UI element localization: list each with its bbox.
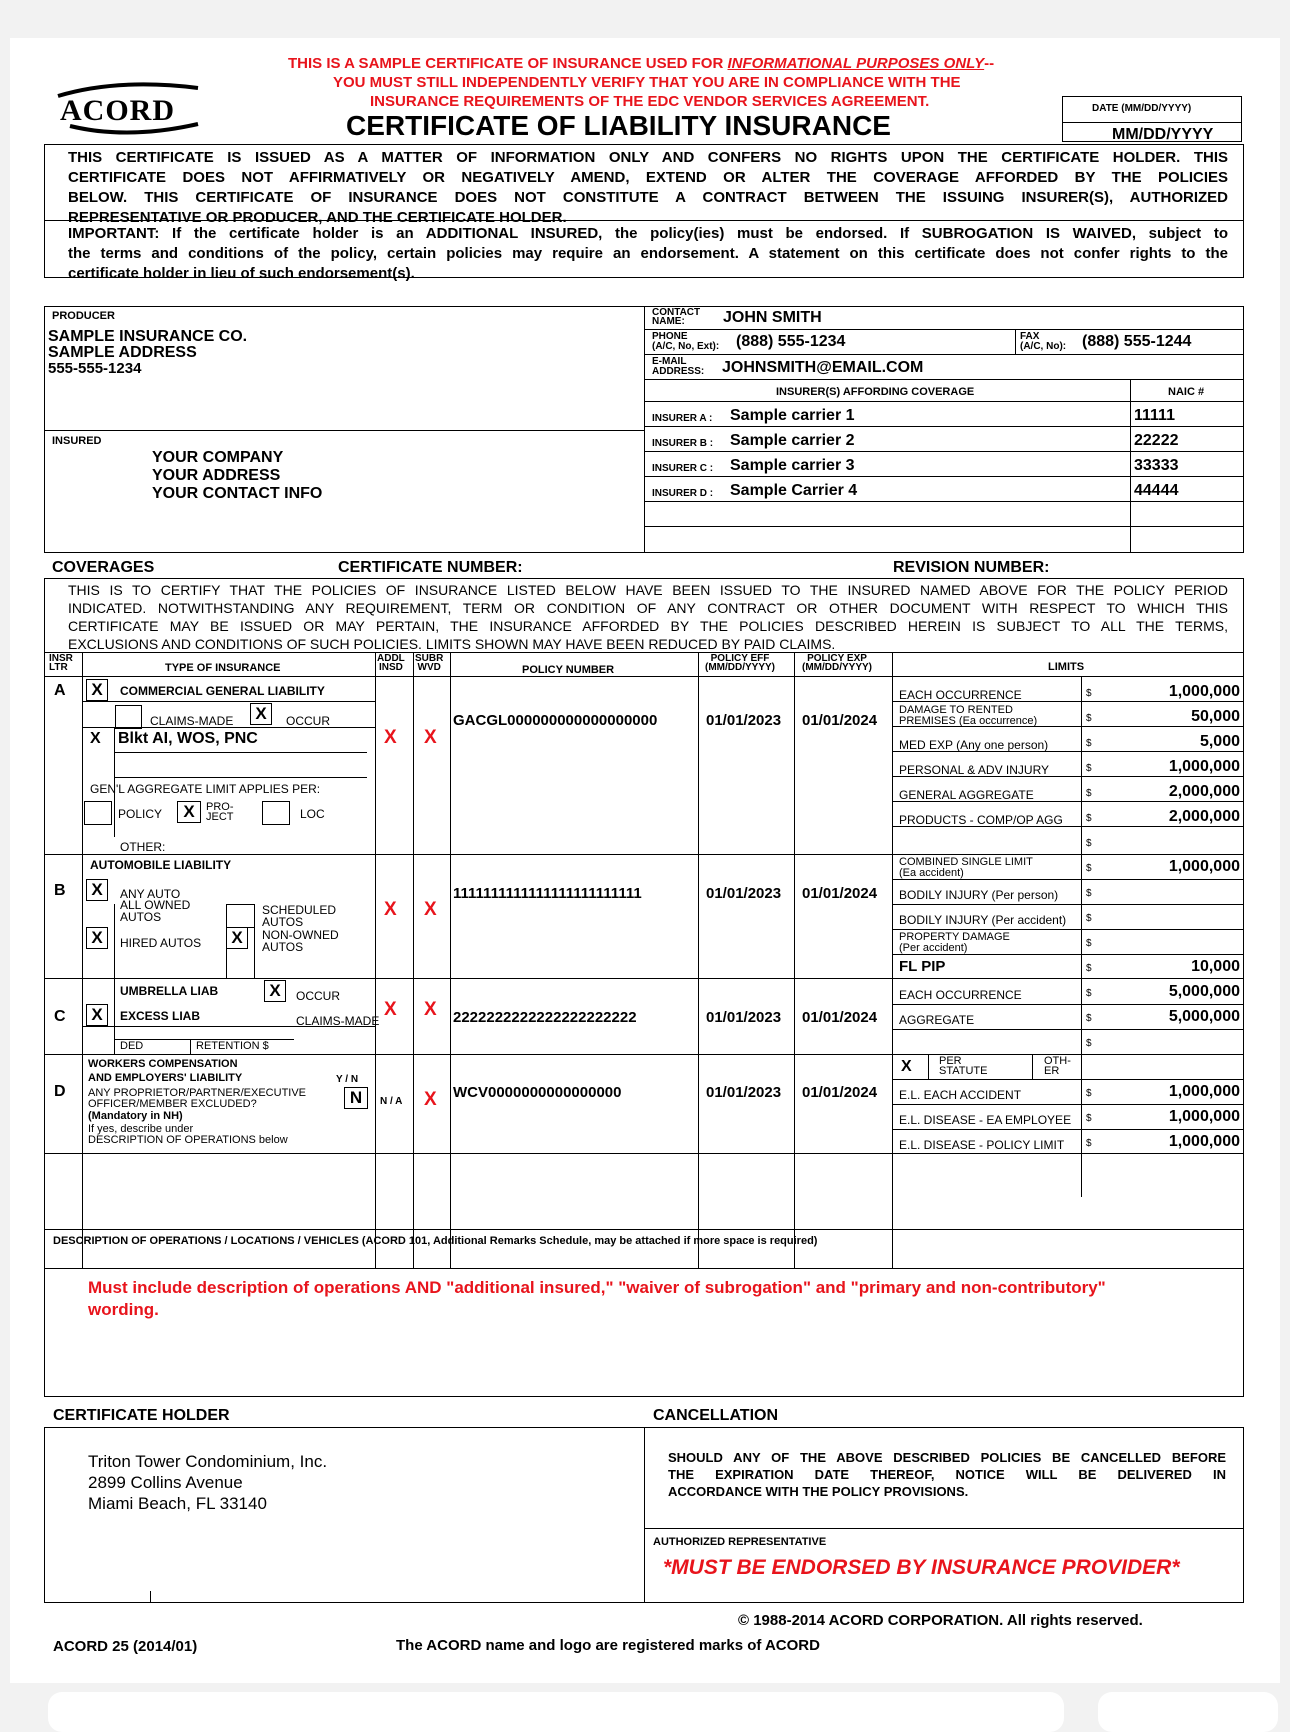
dollar-sign: $ (1086, 988, 1092, 999)
gl-eff-date: 01/01/2023 (706, 712, 782, 729)
date-field[interactable]: MM/DD/YYYY (1112, 126, 1214, 143)
limit-value: 5,000 (1199, 733, 1240, 750)
limit-value: 2,000,000 (1168, 783, 1240, 800)
all-owned-label: ALL OWNED AUTOS (120, 898, 191, 924)
contact-email[interactable]: JOHNSMITH@EMAIL.COM (722, 359, 924, 376)
limit-label: AGGREGATE (899, 1013, 975, 1027)
copyright: © 1988-2014 ACORD CORPORATION. All rights reserved. (738, 1612, 1143, 1629)
dollar-sign: $ (1086, 938, 1092, 949)
limit-label: E.L. EACH ACCIDENT (899, 1088, 1022, 1102)
limit-value: 1,000,000 (1168, 858, 1240, 875)
limit-value: 5,000,000 (1168, 1008, 1240, 1025)
dollar-sign: $ (1086, 1113, 1092, 1124)
insurer-letter: A (54, 682, 66, 699)
auto-exp-date: 01/01/2024 (802, 885, 878, 902)
gl-title: COMMERCIAL GENERAL LIABILITY (120, 684, 325, 698)
umbrella-label: UMBRELLA LIAB (120, 984, 219, 998)
claims-made-label: CLAIMS-MADE (150, 714, 234, 728)
certificate-holder-label: CERTIFICATE HOLDER (53, 1407, 230, 1424)
policy-option-box[interactable] (84, 801, 112, 825)
limit-value: 2,000,000 (1168, 808, 1240, 825)
limit-value: 50,000 (1191, 708, 1240, 725)
dollar-sign: $ (1086, 813, 1092, 824)
insurer-letter: B (54, 882, 66, 899)
auto-policy-number: 1111111111111111111111111 (453, 885, 642, 902)
important-line: IMPORTANT: If the certificate holder is an ADDITIONAL INSURED, the policy(ies) must be endorsed. If SUBROGATION IS WAIVED, subject to (68, 225, 1228, 242)
proprietor-question: ANY PROPRIETOR/PARTNER/EXECUTIVE OFFICER/MEMBER EXCLUDED? (88, 1087, 307, 1110)
limit-label: EACH OCCURRENCE (899, 988, 1022, 1002)
form-number: ACORD 25 (2014/01) (53, 1638, 198, 1655)
insurer-label: INSURER A : (652, 413, 713, 424)
workers-title: WORKERS COMPENSATION AND EMPLOYERS' LIABILITY (88, 1058, 243, 1084)
dollar-sign: $ (1086, 788, 1092, 799)
producer-phone: 555-555-1234 (48, 360, 142, 377)
dollar-sign: $ (1086, 1038, 1092, 1049)
excess-liab-checkbox[interactable]: X (86, 1004, 108, 1026)
insured-contact: YOUR CONTACT INFO (152, 485, 323, 502)
scheduled-autos-checkbox[interactable] (226, 904, 255, 928)
holder-address: 2899 Collins Avenue (88, 1473, 243, 1492)
certificate-number-label: CERTIFICATE NUMBER: (338, 559, 523, 576)
insurer-naic: 11111 (1134, 407, 1175, 424)
subr-wvd-mark: X (424, 899, 437, 920)
coverage-statement-line: INDICATED. NOTWITHSTANDING ANY REQUIREMENT, TERM OR CONDITION OF ANY CONTRACT OR OTHER DOCUMENT WITH RESPECT TO WHICH THIS (68, 600, 1228, 616)
limit-label: BODILY INJURY (Per person) (899, 888, 1059, 902)
dollar-sign: $ (1086, 963, 1092, 974)
other-label: OTHER: (120, 840, 166, 854)
coverage-statement-line: EXCLUSIONS AND CONDITIONS OF SUCH POLICIES. LIMITS SHOWN MAY HAVE BEEN REDUCED BY PAID CLAIMS. (68, 636, 836, 652)
excess-label: EXCESS LIAB (120, 1009, 201, 1023)
date-label: DATE (MM/DD/YYYY) (1092, 103, 1192, 114)
gen-aggregate-label: GEN'L AGGREGATE LIMIT APPLIES PER: (90, 782, 321, 796)
limit-label: BODILY INJURY (Per accident) (899, 913, 1067, 927)
holder-name: Triton Tower Condominium, Inc. (88, 1452, 328, 1471)
cancellation-text: ACCORDANCE WITH THE POLICY PROVISIONS. (668, 1484, 969, 1499)
scheduled-autos-label: SCHEDULED AUTOS (262, 903, 337, 929)
bottom-card (48, 1692, 1064, 1732)
per-statute-checkbox[interactable]: X (901, 1058, 912, 1075)
claims-made-label: CLAIMS-MADE (296, 1014, 380, 1028)
umbrella-policy-number: 2222222222222222222222 (453, 1009, 637, 1026)
retention-label: RETENTION $ (196, 1040, 269, 1052)
producer-label: PRODUCER (52, 310, 115, 322)
important-line: the terms and conditions of the policy, certain policies may require an endorsement. A statement on this certificate does not confer rights to the (68, 245, 1228, 262)
limit-value: 1,000,000 (1168, 1083, 1240, 1100)
phone-label: PHONE (A/C, No, Ext): (652, 331, 720, 352)
dollar-sign: $ (1086, 1088, 1092, 1099)
addl-insd-mark: X (384, 899, 397, 920)
policy-eff-header: POLICY EFF (MM/DD/YYYY) (705, 653, 775, 673)
insurer-name: Sample carrier 3 (730, 457, 855, 474)
gl-exp-date: 01/01/2024 (802, 712, 878, 729)
authorized-rep-signature[interactable]: *MUST BE ENDORSED BY INSURANCE PROVIDER* (663, 1556, 1180, 1579)
producer-address: SAMPLE ADDRESS (48, 344, 197, 361)
any-auto-checkbox[interactable]: X (86, 879, 108, 901)
addl-insd-mark: X (384, 999, 397, 1020)
occur-label: OCCUR (286, 714, 330, 728)
insurers-header: INSURER(S) AFFORDING COVERAGE (776, 386, 975, 398)
fax-label: FAX (A/C, No): (1020, 331, 1067, 352)
hired-autos-checkbox[interactable]: X (86, 927, 108, 949)
limit-value: 1,000,000 (1168, 758, 1240, 775)
limit-value: 10,000 (1191, 958, 1240, 975)
insurer-name: Sample carrier 1 (730, 407, 855, 424)
description-label: DESCRIPTION OF OPERATIONS / LOCATIONS / VEHICLES (ACORD 101, Additional Remarks Schedule, may be attached if more space is required) (53, 1235, 818, 1247)
limit-value: 1,000,000 (1168, 1133, 1240, 1150)
description-text: Must include description of operations AND "additional insured," "waiver of subrogation" and "primary and non-contributory" (88, 1278, 1106, 1297)
limit-label: EACH OCCURRENCE (899, 688, 1022, 702)
dollar-sign: $ (1086, 838, 1092, 849)
sample-notice-line-3: INSURANCE REQUIREMENTS OF THE EDC VENDOR SERVICES AGREEMENT. (370, 93, 930, 110)
limit-label: GENERAL AGGREGATE (899, 788, 1034, 802)
authorized-rep-label: AUTHORIZED REPRESENTATIVE (653, 1536, 827, 1548)
important-line: certificate holder in lieu of such endorsement(s). (68, 265, 415, 282)
producer-name: SAMPLE INSURANCE CO. (48, 328, 248, 345)
limit-label: PRODUCTS - COMP/OP AGG (899, 813, 1063, 827)
occur-checkbox[interactable]: X (264, 980, 286, 1002)
subr-wvd-mark: X (424, 727, 437, 748)
holder-city: Miami Beach, FL 33140 (88, 1494, 267, 1513)
svg-text:ACORD: ACORD (60, 94, 175, 127)
dollar-sign: $ (1086, 863, 1092, 874)
insured-name: YOUR COMPANY (152, 449, 284, 466)
auto-title: AUTOMOBILE LIABILITY (90, 858, 232, 872)
dollar-sign: $ (1086, 738, 1092, 749)
dollar-sign: $ (1086, 1138, 1092, 1149)
cancellation-label: CANCELLATION (653, 1407, 779, 1424)
loc-checkbox[interactable] (262, 801, 290, 825)
insurer-letter: D (54, 1083, 66, 1100)
limit-label: E.L. DISEASE - EA EMPLOYEE (899, 1113, 1072, 1127)
insurer-naic: 44444 (1134, 482, 1179, 499)
insured-address: YOUR ADDRESS (152, 467, 281, 484)
contact-fax[interactable]: (888) 555-1244 (1082, 333, 1192, 350)
sample-notice-line-1: THIS IS A SAMPLE CERTIFICATE OF INSURANCE USED FOR INFORMATIONAL PURPOSES ONLY-- (288, 55, 995, 72)
limit-label: PROPERTY DAMAGE (Per accident) (899, 931, 1010, 954)
yn-label: Y / N (336, 1074, 359, 1085)
hired-autos-label: HIRED AUTOS (120, 936, 202, 950)
insured-label: INSURED (52, 435, 102, 447)
insurer-name: Sample Carrier 4 (730, 482, 858, 499)
form-title: CERTIFICATE OF LIABILITY INSURANCE (346, 110, 891, 141)
subr-wvd-mark: X (424, 999, 437, 1020)
insurer-label: INSURER D : (652, 488, 714, 499)
description-text: wording. (88, 1300, 159, 1319)
contact-phone[interactable]: (888) 555-1234 (736, 333, 846, 350)
workers-exp-date: 01/01/2024 (802, 1084, 878, 1101)
cancellation-text: THE EXPIRATION DATE THEREOF, NOTICE WILL BE DELIVERED IN (668, 1467, 1226, 1482)
coverages-label: COVERAGES (52, 559, 155, 576)
excluded-answer[interactable]: N (344, 1087, 368, 1109)
any-auto-label: ANY AUTO (120, 887, 181, 901)
loc-label: LOC (300, 807, 325, 821)
project-label: PRO- JECT (206, 801, 234, 823)
describe-note: If yes, describe under DESCRIPTION OF OPERATIONS below (88, 1123, 288, 1146)
auto-eff-date: 01/01/2023 (706, 885, 782, 902)
certificate-page (10, 38, 1280, 1683)
other-label: OTH- ER (1044, 1055, 1071, 1077)
dollar-sign: $ (1086, 763, 1092, 774)
workers-eff-date: 01/01/2023 (706, 1084, 782, 1101)
umbrella-eff-date: 01/01/2023 (706, 1009, 782, 1026)
occur-checkbox[interactable]: X (250, 703, 272, 725)
dollar-sign: $ (1086, 1013, 1092, 1024)
bottom-card (1098, 1692, 1278, 1732)
gl-extra-checkbox[interactable]: X (90, 730, 101, 747)
acord-logo (48, 80, 228, 138)
limit-label: PERSONAL & ADV INJURY (899, 763, 1050, 777)
dollar-sign: $ (1086, 713, 1092, 724)
limits-header: LIMITS (1048, 661, 1085, 673)
type-of-insurance-header: TYPE OF INSURANCE (165, 662, 281, 674)
limit-label: E.L. DISEASE - POLICY LIMIT (899, 1138, 1065, 1152)
ded-label: DED (120, 1040, 144, 1052)
policy-exp-header: POLICY EXP (MM/DD/YYYY) (802, 653, 872, 673)
addl-insd-mark: X (384, 727, 397, 748)
non-owned-autos-label: NON-OWNED AUTOS (262, 928, 339, 954)
contact-name[interactable]: JOHN SMITH (723, 309, 822, 326)
policy-number-header: POLICY NUMBER (522, 664, 615, 676)
limit-value: 1,000,000 (1168, 1108, 1240, 1125)
addl-insd-header: ADDL INSD (377, 653, 405, 673)
na-label: N / A (380, 1096, 403, 1107)
subr-wvd-mark: X (424, 1089, 437, 1110)
insr-ltr-header: INSR LTR (49, 653, 73, 673)
policy-option-label: POLICY (118, 807, 163, 821)
cancellation-text: SHOULD ANY OF THE ABOVE DESCRIBED POLICIES BE CANCELLED BEFORE (668, 1450, 1226, 1465)
insurer-letter: C (54, 1008, 66, 1025)
registered-marks: The ACORD name and logo are registered marks of ACORD (396, 1637, 820, 1654)
mandatory-nh: (Mandatory in NH) (88, 1110, 183, 1122)
occur-label: OCCUR (296, 989, 340, 1003)
limit-label: MED EXP (Any one person) (899, 738, 1049, 752)
disclaimer-line: BELOW. THIS CERTIFICATE OF INSURANCE DOES NOT CONSTITUTE A CONTRACT BETWEEN THE ISSUING INSURER(S), AUTHORIZED (68, 189, 1228, 206)
coverage-statement-line: CERTIFICATE MAY BE ISSUED OR MAY PERTAIN, THE INSURANCE AFFORDED BY THE POLICIES DESCRIBED HEREIN IS SUBJECT TO ALL THE TERMS, (68, 618, 1228, 634)
disclaimer-line: REPRESENTATIVE OR PRODUCER, AND THE CERTIFICATE HOLDER. (68, 209, 567, 226)
insurer-naic: 22222 (1134, 432, 1179, 449)
limit-label: DAMAGE TO RENTED PREMISES (Ea occurrence) (899, 704, 1038, 727)
insurer-label: INSURER C : (652, 463, 714, 474)
workers-policy-number: WCV0000000000000000 (453, 1084, 622, 1101)
per-statute-label: PER STATUTE (939, 1055, 988, 1077)
contact-name-label: CONTACT NAME: (652, 307, 701, 327)
dollar-sign: $ (1086, 888, 1092, 899)
limit-label: FL PIP (899, 958, 946, 975)
project-checkbox[interactable]: X (177, 801, 201, 823)
insurer-label: INSURER B : (652, 438, 714, 449)
subr-wvd-header: SUBR WVD (415, 653, 444, 673)
email-label: E-MAIL ADDRESS: (652, 356, 705, 377)
naic-header: NAIC # (1168, 386, 1205, 398)
umbrella-exp-date: 01/01/2024 (802, 1009, 878, 1026)
description-box (44, 1229, 1244, 1397)
dollar-sign: $ (1086, 913, 1092, 924)
sample-notice-line-2: YOU MUST STILL INDEPENDENTLY VERIFY THAT YOU ARE IN COMPLIANCE WITH THE (333, 74, 961, 91)
insurer-naic: 33333 (1134, 457, 1179, 474)
limit-label: COMBINED SINGLE LIMIT (Ea accident) (899, 856, 1033, 879)
non-owned-autos-checkbox[interactable]: X (226, 927, 248, 949)
limit-value: 1,000,000 (1168, 683, 1240, 700)
revision-number-label: REVISION NUMBER: (893, 559, 1050, 576)
coverage-statement-line: THIS IS TO CERTIFY THAT THE POLICIES OF INSURANCE LISTED BELOW HAVE BEEN ISSUED TO THE INSURED NAMED ABOVE FOR THE POLICY PERIOD (68, 582, 1228, 598)
disclaimer-line: THIS CERTIFICATE IS ISSUED AS A MATTER OF INFORMATION ONLY AND CONFERS NO RIGHTS UPON THE CERTIFICATE HOLDER. THIS (68, 149, 1228, 166)
insurer-name: Sample carrier 2 (730, 432, 855, 449)
dollar-sign: $ (1086, 688, 1092, 699)
gl-extra-text: Blkt AI, WOS, PNC (118, 730, 258, 747)
gl-checkbox[interactable]: X (86, 679, 108, 701)
disclaimer-line: CERTIFICATE DOES NOT AFFIRMATIVELY OR NEGATIVELY AMEND, EXTEND OR ALTER THE COVERAGE AFFORDED BY THE POLICIES (68, 169, 1228, 186)
gl-policy-number: GACGL000000000000000000 (453, 712, 658, 729)
claims-made-checkbox[interactable] (115, 705, 142, 729)
limit-value: 5,000,000 (1168, 983, 1240, 1000)
